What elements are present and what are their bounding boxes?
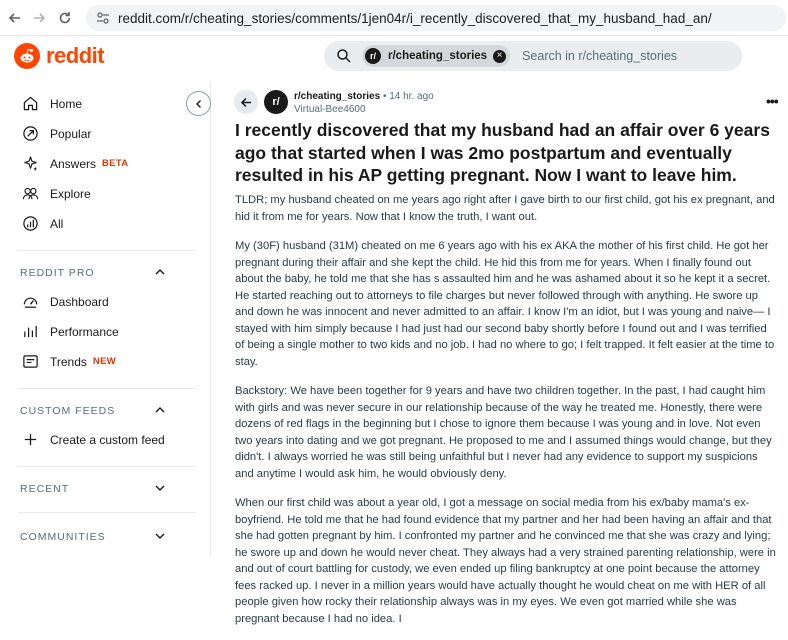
site-settings-icon[interactable] (96, 11, 110, 25)
chevron-left-icon (193, 98, 205, 110)
post-time: 14 hr. ago (389, 91, 434, 102)
post-paragraph: TLDR; my husband cheated on me years ago right after I gave birth to our first child, got his ex pregnant, and hid it from me for years. Now that I know the truth, I want out. (235, 194, 775, 223)
sidebar-item-label: Performance (50, 324, 119, 339)
browser-reload-button[interactable] (52, 5, 78, 31)
clear-scope-close-icon[interactable]: × (493, 50, 506, 63)
meta-separator: • (382, 91, 390, 102)
subreddit-avatar[interactable]: r/ (264, 90, 288, 114)
search-input[interactable]: Search in r/cheating_stories (522, 49, 678, 63)
performance-icon (22, 323, 39, 340)
sidebar-divider (18, 512, 196, 513)
search-icon (336, 48, 352, 64)
sidebar-item-label: Dashboard (50, 294, 109, 309)
subreddit-chip-avatar: r/ (365, 48, 381, 64)
sidebar-item-label: Explore (50, 186, 91, 201)
left-sidebar (0, 82, 211, 556)
sidebar-item-trends[interactable] (22, 353, 116, 370)
sidebar-item-label: Home (50, 96, 83, 111)
post-paragraph: My (30F) husband (31M) cheated on me 6 years ago with his ex AKA the mother of his first child. He got her pregnant during their affair and she kept the child. He hid this from me for years. When I finally found out about the baby, he told me that she has s assaulted him and he was ashamed about it so he kept it a secret. He started reaching out to attorneys to file charges but never followed through with anything. He swore up and down he was innocent and never admitted to an affair. I know I'm an idiot, but I was young and naive— I stayed with him simply because I had just had our second baby shortly before I found out and I was terrified of being a single mother to two kids and no job. I had no where to go; I felt trapped. It felt easier at the time to stay. (235, 240, 775, 368)
back-button[interactable] (234, 90, 258, 114)
search-scope-label: r/cheating_stories (388, 50, 488, 62)
sidebar-item-label: All (50, 216, 64, 231)
more-options-button[interactable]: ••• (766, 93, 778, 109)
collapse-sidebar-button[interactable] (186, 91, 211, 116)
chevron-up-icon[interactable] (154, 266, 166, 278)
browser-toolbar (0, 0, 788, 36)
reddit-snoo-icon (14, 43, 40, 69)
sidebar-item-label: Create a custom feed (50, 432, 165, 447)
sidebar-item-label: Answers (50, 156, 97, 171)
browser-back-button[interactable] (2, 5, 28, 31)
post-paragraph: When our first child was about a year old, I got a message on social media from his ex/baby mama's ex-boyfriend. He told me that he had found evidence that my partner and her had been having an affair and that she had gotten pregnant by him. I confronted my partner and he convinced me that she was crazy and lying; he swore up and down he would never cheat. They always had a very strained parenting relationship, were in and out of court battling for custody, we even ended up filing bankruptcy at one point because the attorney fees racked up. I never in a million years would have actually thought he would cheat on me with HER of all people given how rocky their relationship always was in my eyes. We even got married while she was pregnant because I had no idea. I (235, 497, 776, 625)
post-body (235, 192, 777, 640)
subreddit-link[interactable]: r/cheating_stories (294, 91, 381, 102)
all-icon (22, 215, 39, 232)
sidebar-item-label: Trends (50, 354, 87, 369)
sidebar-item-answers[interactable] (22, 155, 128, 172)
sidebar-item-create-custom-feed[interactable] (22, 431, 165, 448)
post-paragraph: Backstory: We have been together for 9 years and have two children together. In the past, I had caught him with girls and was never secure in our relationship because of the way he treated me. Honestly, there were dozens of red flags in the beginning but I chose to ignore them because I was young and in love. Not even two years into dating and we got pregnant. He proposed to me and I assumed things would change, but they didn't. I always worried he was still being unfaithful but I never had any evidence to support my suspicions and anytime I would ask him, he would obviously deny. (235, 385, 772, 480)
chevron-down-icon[interactable] (154, 530, 166, 542)
sidebar-item-dashboard[interactable] (22, 293, 109, 310)
sidebar-item-popular[interactable] (22, 125, 91, 142)
reddit-logo[interactable] (14, 43, 104, 69)
search-scope-chip (362, 45, 510, 67)
reddit-pro-section-title[interactable]: REDDIT PRO (20, 267, 95, 279)
recent-section-title[interactable]: RECENT (20, 483, 70, 495)
arrow-left-icon (8, 11, 22, 25)
url-text[interactable]: reddit.com/r/cheating_stories/comments/1jen04r/i_recently_discovered_that_my_husband_had_an/ (118, 10, 712, 26)
plus-icon (22, 431, 39, 448)
sidebar-divider (18, 466, 196, 467)
search-bar[interactable] (324, 41, 742, 71)
popular-icon (22, 125, 39, 142)
new-badge: NEW (92, 356, 116, 367)
chevron-up-icon[interactable] (154, 404, 166, 416)
communities-section-title[interactable]: COMMUNITIES (20, 531, 106, 543)
post-meta (294, 91, 434, 115)
sidebar-divider (18, 388, 196, 389)
author-link[interactable]: Virtual-Bee4600 (294, 104, 366, 115)
trends-icon (22, 353, 39, 370)
answers-icon (22, 155, 39, 172)
beta-badge: BETA (102, 158, 129, 169)
chevron-down-icon[interactable] (154, 482, 166, 494)
custom-feeds-section-title[interactable]: CUSTOM FEEDS (20, 405, 116, 417)
sidebar-item-all[interactable] (22, 215, 63, 232)
sidebar-item-performance[interactable] (22, 323, 119, 340)
sidebar-item-label: Popular (50, 126, 92, 141)
reddit-wordmark: reddit (46, 43, 105, 68)
explore-icon (22, 185, 39, 202)
reload-icon (58, 11, 72, 25)
sidebar-item-home[interactable] (22, 95, 82, 112)
home-icon (22, 95, 39, 112)
browser-forward-button[interactable] (26, 5, 52, 31)
sidebar-divider (18, 250, 196, 251)
address-bar[interactable] (86, 5, 786, 31)
arrow-left-icon (240, 96, 253, 109)
arrow-right-icon (32, 11, 46, 25)
dashboard-icon (22, 293, 39, 310)
sidebar-item-explore[interactable] (22, 185, 91, 202)
post-title: I recently discovered that my husband had an affair over 6 years ago that started when I was 2mo postpartum and eventually resulted in his AP getting pregnant. Now I want to leave him. (235, 120, 770, 185)
